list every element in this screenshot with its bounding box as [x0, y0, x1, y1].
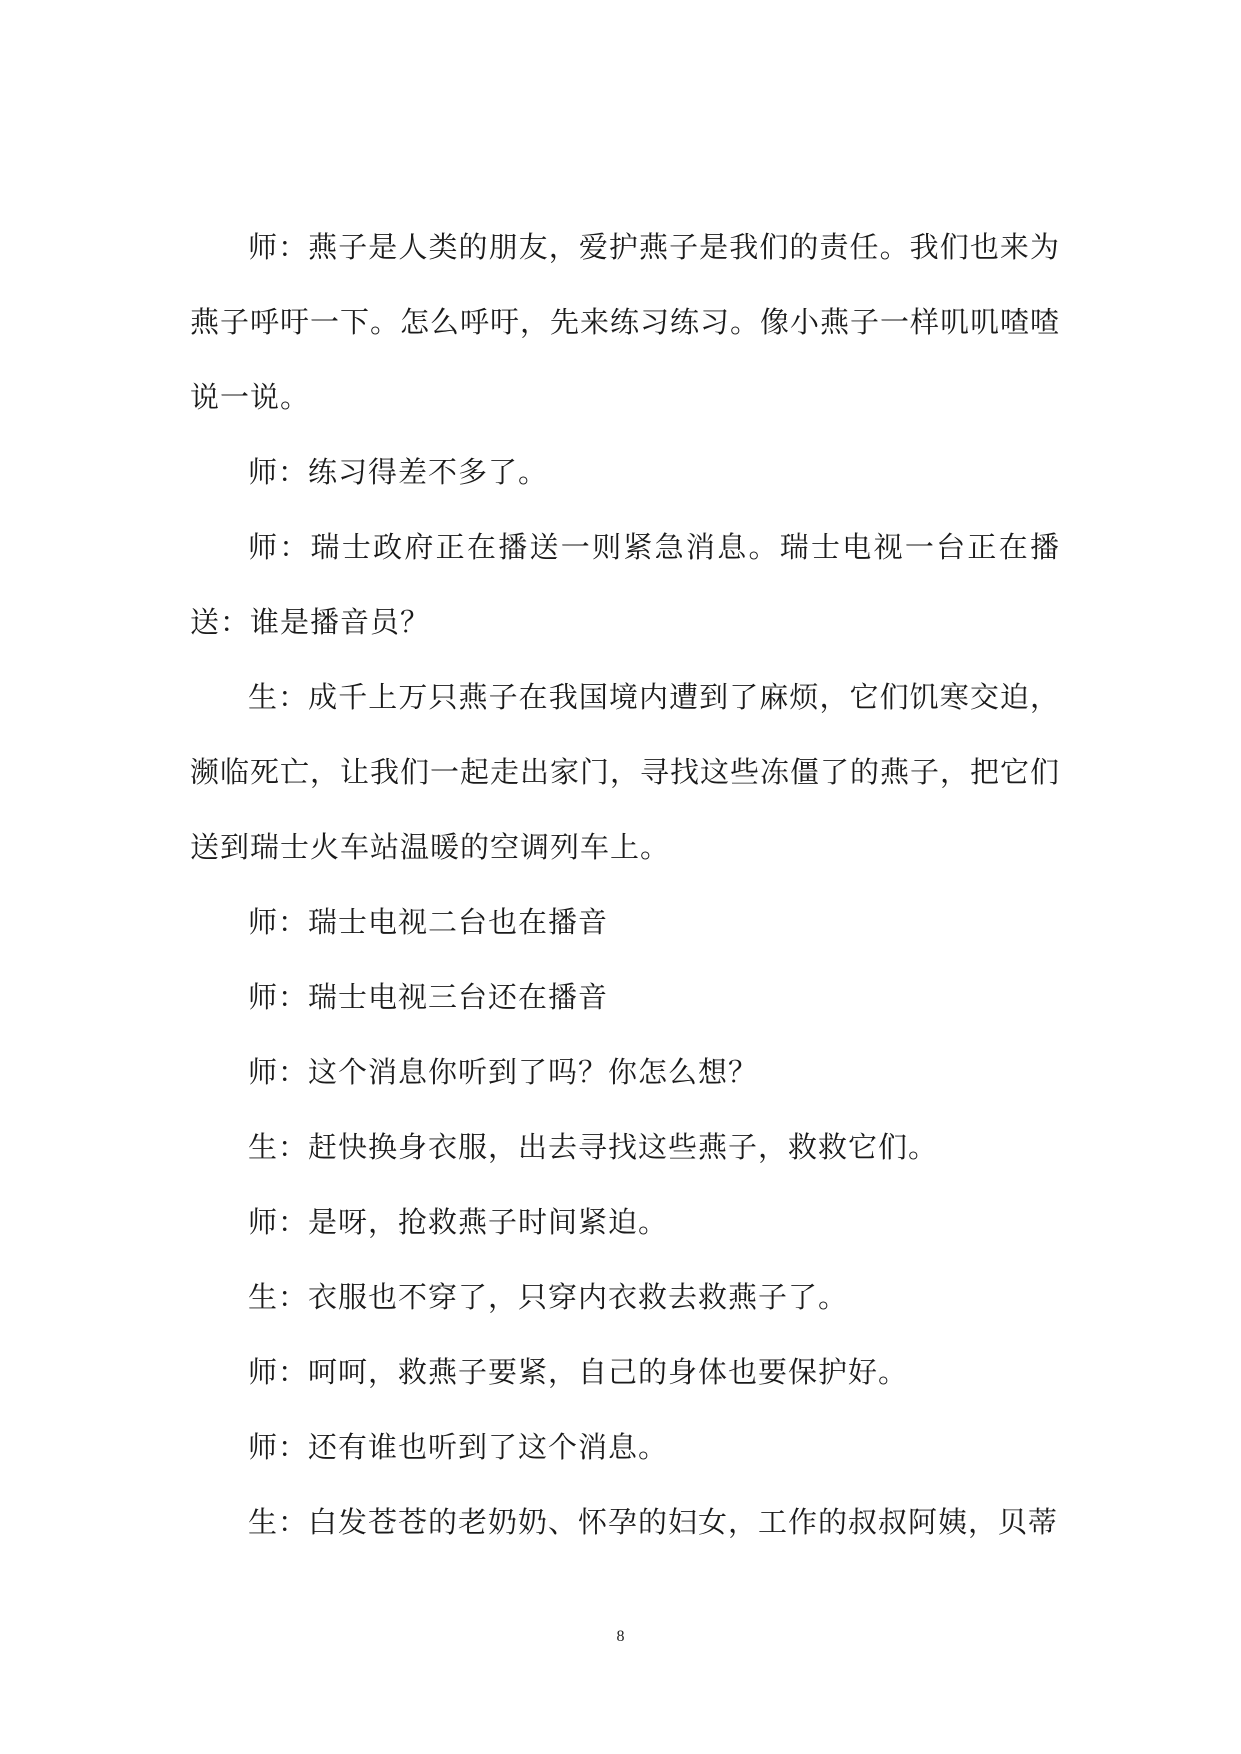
- paragraph: 生：成千上万只燕子在我国境内遭到了麻烦，它们饥寒交迫，濒临死亡，让我们一起走出家门，寻找这些冻僵了的燕子，把它们送到瑞士火车站温暖的空调列车上。: [190, 680, 1061, 864]
- paragraph: 师：燕子是人类的朋友，爱护燕子是我们的责任。我们也来为燕子呼吁一下。怎么呼吁，先来练习练习。像小燕子一样叽叽喳喳说一说。: [190, 230, 1061, 414]
- paragraph: 师：是呀，抢救燕子时间紧迫。: [248, 1205, 669, 1239]
- paragraph: 生：白发苍苍的老奶奶、怀孕的妇女，工作的叔叔阿姨，贝蒂: [248, 1505, 1059, 1539]
- paragraph: 生：衣服也不穿了，只穿内衣救去救燕子了。: [248, 1280, 849, 1314]
- paragraph: 师：这个消息你听到了吗？你怎么想？: [248, 1055, 759, 1089]
- paragraph: 师：练习得差不多了。: [248, 455, 549, 489]
- paragraph: 师：瑞士政府正在播送一则紧急消息。瑞士电视一台正在播送：谁是播音员？: [190, 530, 1060, 639]
- paragraph: 生：赶快换身衣服，出去寻找这些燕子，救救它们。: [248, 1130, 939, 1164]
- page-number: 8: [616, 1628, 625, 1645]
- paragraph: 师：还有谁也听到了这个消息。: [248, 1430, 669, 1464]
- paragraph: 师：瑞士电视二台也在播音: [248, 905, 609, 939]
- paragraph: 师：瑞士电视三台还在播音: [248, 980, 609, 1014]
- paragraph: 师：呵呵，救燕子要紧，自己的身体也要保护好。: [248, 1355, 909, 1389]
- body-text: [190, 210, 1060, 1560]
